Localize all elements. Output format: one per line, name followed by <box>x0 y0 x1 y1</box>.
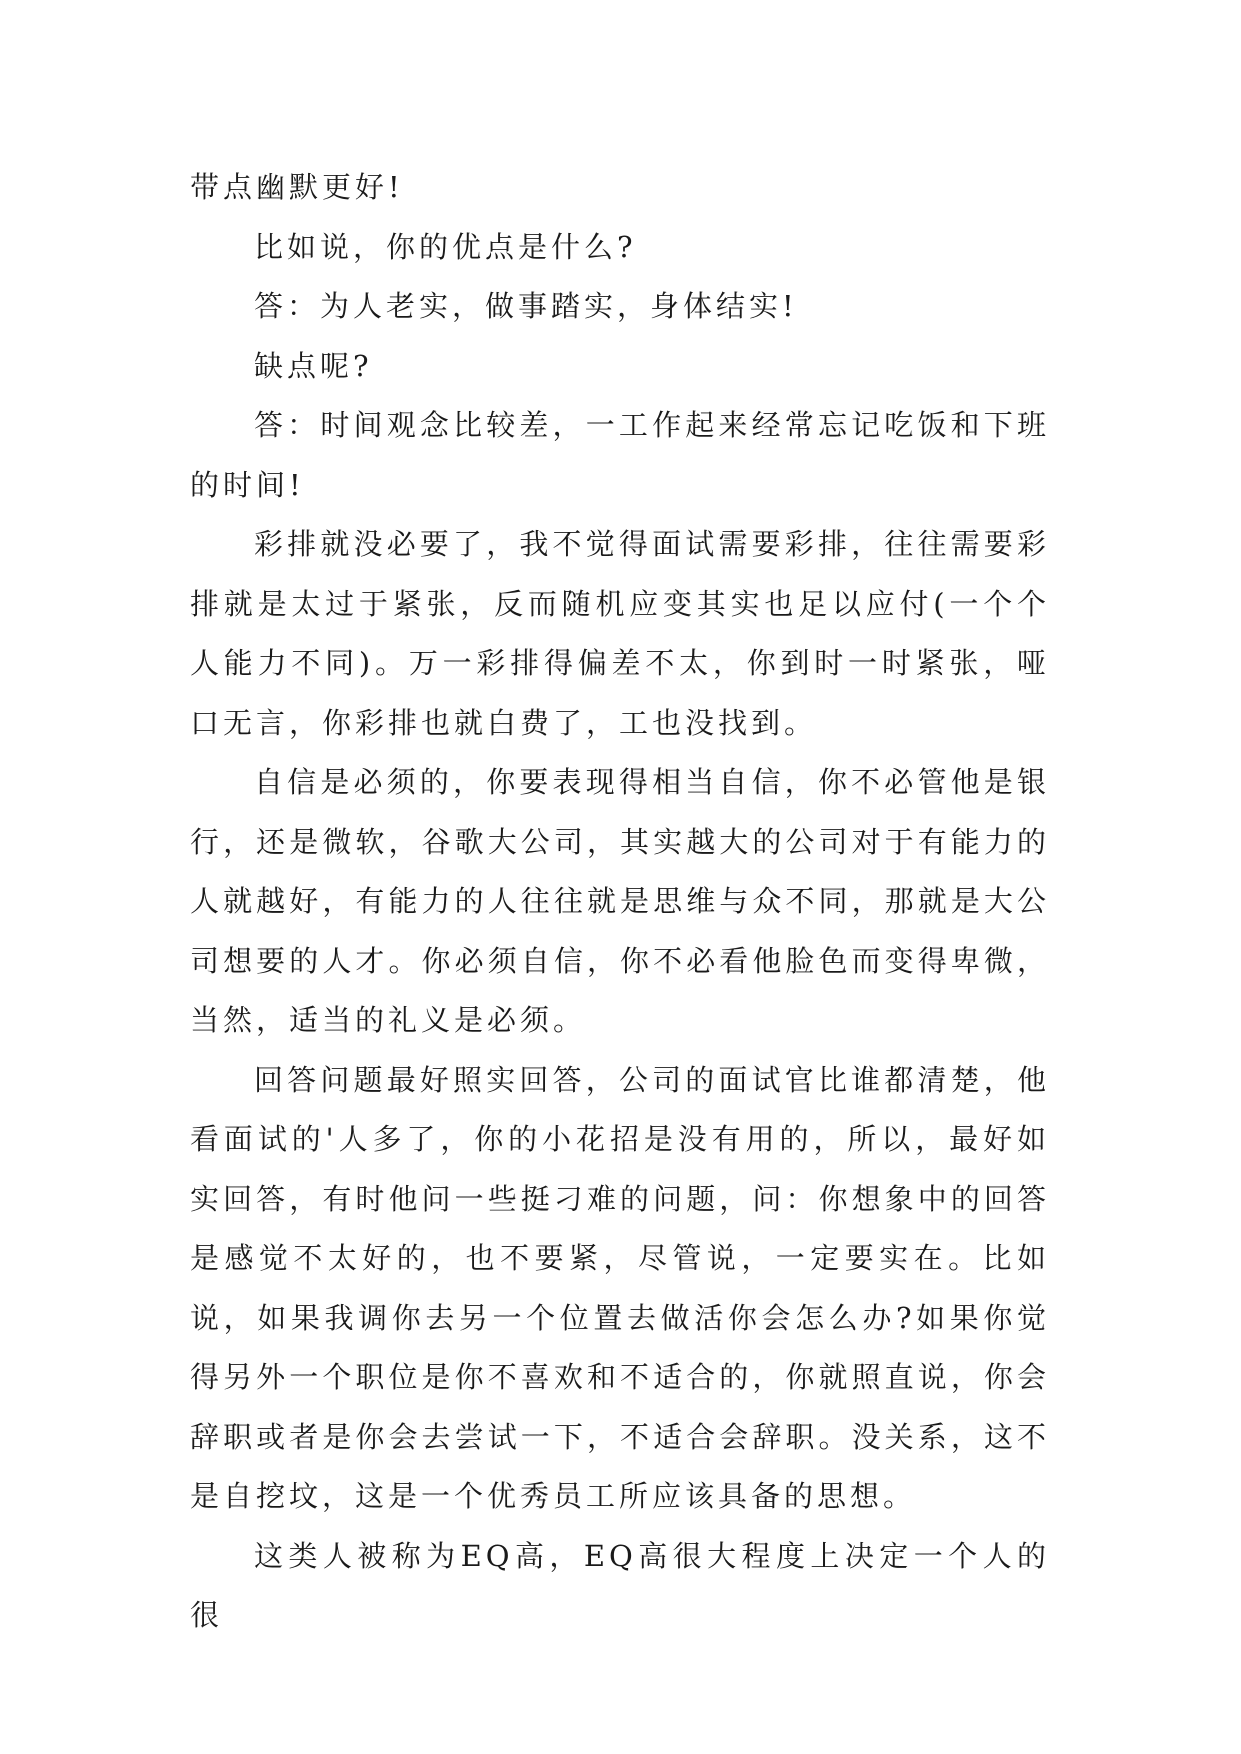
paragraph-1: 带点幽默更好! <box>190 170 404 204</box>
paragraph-2: 比如说，你的优点是什么? <box>254 229 637 264</box>
paragraph-7: 自信是必须的，你要表现得相当自信，你不必管他是银行，还是微软，谷歌大公司，其实越大的公司对于有能力的人就越好，有能力的人往往就是思维与众不同，那就是大公司想要的人才。你必须自信，你不必看他脸色而变得卑微，当然，适当的礼义是必须。 <box>190 765 1050 1037</box>
paragraph-5: 答：时间观念比较差，一工作起来经常忘记吃饭和下班的时间! <box>190 408 1050 502</box>
paragraph-3: 答：为人老实，做事踏实，身体结实! <box>254 289 798 323</box>
paragraph-6: 彩排就没必要了，我不觉得面试需要彩排，往往需要彩排就是太过于紧张，反而随机应变其实也足以应付(一个个人能力不同)。万一彩排得偏差不太，你到时一时紧张，哑口无言，你彩排也就白费了，工也没找到。 <box>190 527 1050 740</box>
document-body <box>190 158 1050 1646</box>
paragraph-8: 回答问题最好照实回答，公司的面试官比谁都清楚，他看面试的'人多了，你的小花招是没有用的，所以，最好如实回答，有时他问一些挺刁难的问题，问：你想象中的回答是感觉不太好的，也不要紧，尽管说，一定要实在。比如说，如果我调你去另一个位置去做活你会怎么办?如果你觉得另外一个职位是你不喜欢和不适合的，你就照直说，你会辞职或者是你会去尝试一下，不适合会辞职。没关系，这不是自挖坟，这是一个优秀员工所应该具备的思想。 <box>190 1062 1050 1513</box>
paragraph-4: 缺点呢? <box>254 348 373 383</box>
paragraph-9: 这类人被称为EQ高，EQ高很大程度上决定一个人的很 <box>190 1538 1050 1632</box>
